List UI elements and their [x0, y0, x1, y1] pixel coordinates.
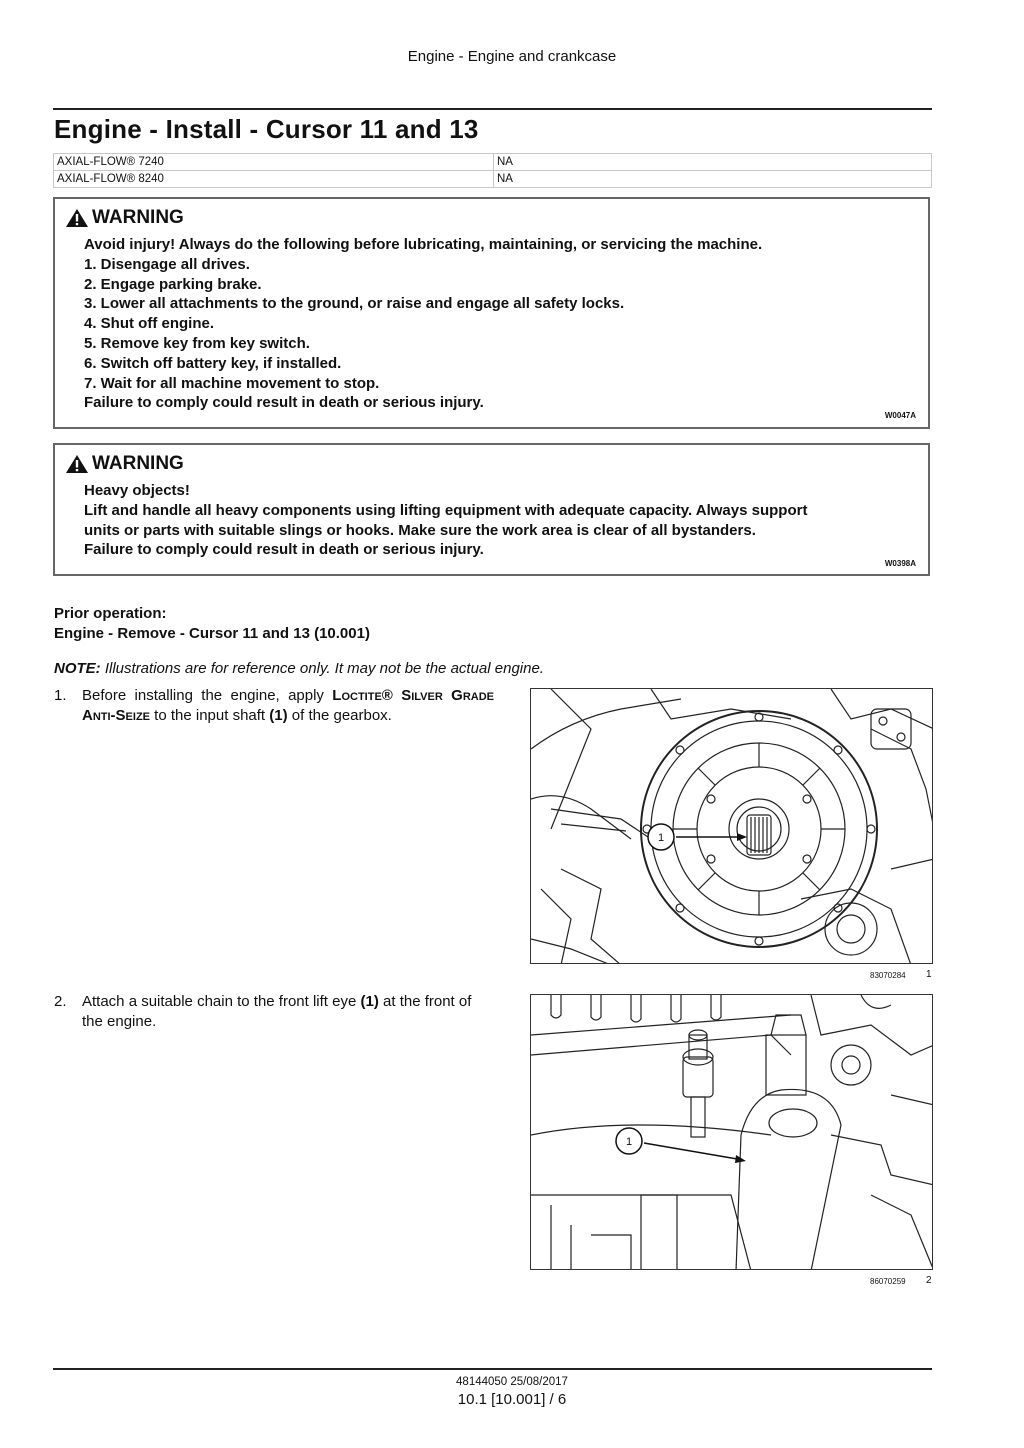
warning-box-injury	[53, 197, 930, 429]
step-text: of the gearbox.	[287, 707, 392, 724]
warning-code: W0047A	[884, 411, 916, 420]
step-2	[54, 992, 494, 1032]
prior-operation-label: Prior operation:	[54, 605, 167, 622]
warning-body	[84, 481, 807, 560]
prior-operation-reference: Engine - Remove - Cursor 11 and 13 (10.001)	[54, 625, 370, 642]
prior-operation	[54, 604, 370, 644]
page-title: Engine - Install - Cursor 11 and 13	[54, 114, 479, 144]
callout-reference: (1)	[360, 993, 379, 1010]
step-number: 2.	[54, 993, 67, 1010]
running-header: Engine - Engine and crankcase	[407, 48, 617, 65]
note-text: Illustrations are for reference only. It may not be the actual engine.	[104, 660, 544, 677]
warning-triangle-icon	[65, 208, 89, 228]
warning-line: Heavy objects!	[84, 482, 190, 499]
warning-line: Failure to comply could result in death or serious injury.	[84, 394, 484, 412]
warning-code: W0398A	[884, 559, 916, 568]
step-text: to the input shaft	[150, 707, 270, 724]
warning-triangle-icon	[65, 454, 89, 474]
callout-reference: (1)	[269, 707, 288, 724]
warning-line: Lift and handle all heavy components using lifting equipment with adequate capacity. Always support	[84, 501, 808, 519]
gearbox-illustration	[531, 689, 933, 964]
warning-heading-text: WARNING	[92, 207, 184, 228]
step-number: 1.	[54, 687, 67, 704]
lift-eye-illustration	[531, 995, 933, 1270]
warning-line: 2. Engage parking brake.	[84, 275, 262, 293]
header-rule	[53, 108, 932, 110]
figure-callout-label: 1	[657, 832, 665, 844]
warning-line: 3. Lower all attachments to the ground, or raise and engage all safety locks.	[84, 295, 625, 313]
model-cell: AXIAL-FLOW® 7240	[54, 154, 494, 171]
warning-heading-text: WARNING	[92, 453, 184, 474]
model-applicability-table	[53, 153, 932, 188]
warning-line: 6. Switch off battery key, if installed.	[84, 354, 342, 372]
warning-heading	[65, 207, 184, 229]
warning-line: 1. Disengage all drives.	[84, 255, 250, 273]
figure-number: 1	[926, 969, 932, 980]
warning-line: units or parts with suitable slings or hooks. Make sure the work area is clear of all bystanders.	[84, 521, 756, 539]
note	[54, 660, 544, 677]
model-cell: AXIAL-FLOW® 8240	[54, 171, 494, 188]
figure-reference: 86070259	[870, 1277, 906, 1286]
figure-number: 2	[926, 1275, 932, 1286]
step-text: Before installing the engine, apply	[82, 687, 333, 704]
table-row	[54, 154, 932, 171]
step-text: Attach a suitable chain to the front lift eye	[82, 993, 361, 1010]
table-row	[54, 171, 932, 188]
warning-heading	[65, 453, 184, 475]
step-1	[54, 686, 494, 726]
step-text: at the front of the engine.	[82, 993, 472, 1030]
value-cell: NA	[494, 171, 932, 188]
figure-front-lift-eye	[530, 994, 933, 1270]
document-id: 48144050 25/08/2017	[456, 1376, 568, 1388]
page-number: 10.1 [10.001] / 6	[457, 1391, 567, 1408]
note-label: NOTE:	[54, 660, 101, 677]
warning-line: 5. Remove key from key switch.	[84, 334, 310, 352]
product-name: Loctite® Silver Grade Anti-Seize	[82, 687, 494, 724]
warning-line: 4. Shut off engine.	[84, 315, 214, 333]
figure-callout-label: 1	[625, 1136, 633, 1148]
warning-box-heavy-objects	[53, 443, 930, 576]
figure-gearbox-input-shaft	[530, 688, 933, 964]
warning-line: Avoid injury! Always do the following before lubricating, maintaining, or servicing the machine.	[84, 236, 763, 253]
warning-line: 7. Wait for all machine movement to stop.	[84, 374, 380, 392]
footer-rule	[53, 1368, 932, 1370]
figure-reference: 83070284	[870, 971, 906, 980]
value-cell: NA	[494, 154, 932, 171]
warning-line: Failure to comply could result in death or serious injury.	[84, 541, 484, 559]
warning-body	[84, 235, 762, 413]
